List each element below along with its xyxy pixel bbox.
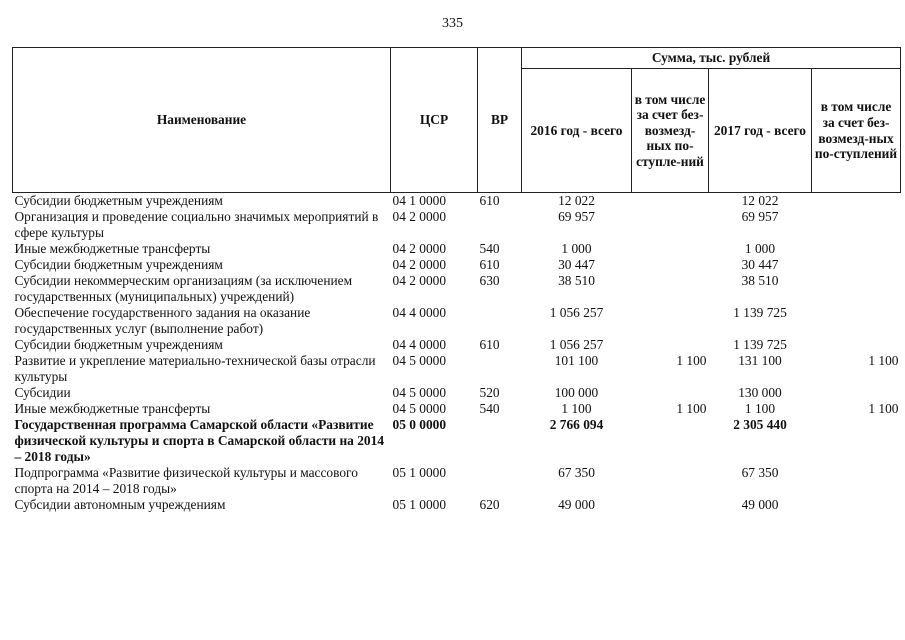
budget-table [12, 47, 901, 513]
cell-2017-total: 1 139 725 [733, 305, 787, 320]
cell-2017-free [812, 305, 901, 337]
cell-vr [478, 353, 522, 385]
cell-2016-total: 2 766 094 [549, 417, 604, 432]
cell-csr: 04 2 0000 [392, 257, 447, 272]
cell-2017-total: 30 447 [741, 257, 779, 272]
cell-2016-total: 69 957 [558, 209, 595, 224]
cell-2017-total: 131 100 [738, 353, 782, 368]
cell-csr: 04 5 0000 [392, 385, 447, 400]
cell-2017-free [812, 417, 901, 465]
cell-2017-free [812, 465, 901, 497]
table-row [13, 257, 901, 273]
cell-2016-total: 67 350 [558, 465, 595, 480]
header-vr: ВР [478, 48, 522, 193]
cell-2017-free [812, 209, 901, 241]
table-body [13, 193, 901, 514]
cell-2016-free [632, 257, 709, 273]
header-sum-group: Сумма, тыс. рублей [522, 48, 901, 69]
cell-2017-total: 69 957 [741, 209, 779, 224]
cell-name: Иные межбюджетные трансферты [14, 241, 211, 256]
cell-csr: 04 2 0000 [392, 241, 447, 256]
cell-name: Субсидии бюджетным учреждениям [14, 193, 223, 208]
cell-csr: 04 4 0000 [392, 305, 447, 320]
cell-2016-free [632, 417, 709, 465]
cell-2017-free [812, 241, 901, 257]
table-row [13, 241, 901, 257]
cell-csr: 05 1 0000 [392, 465, 447, 480]
cell-2016-free [632, 241, 709, 257]
table-row [13, 337, 901, 353]
cell-2017-total: 38 510 [741, 273, 779, 288]
cell-name: Субсидии бюджетным учреждениям [14, 337, 223, 352]
table-row [13, 401, 901, 417]
cell-vr: 610 [479, 257, 500, 272]
cell-2016-total: 38 510 [558, 273, 595, 288]
cell-2016-free [632, 193, 709, 210]
header-2016-total: 2016 год - всего [522, 69, 632, 193]
cell-name: Подпрограмма «Развитие физической культуры и массового спорта на 2014 – 2018 годы» [14, 465, 358, 496]
cell-2017-free [812, 337, 901, 353]
cell-vr [478, 209, 522, 241]
table-header [13, 48, 901, 193]
table-row [13, 465, 901, 497]
cell-2017-total: 67 350 [741, 465, 779, 480]
cell-vr: 540 [479, 401, 500, 416]
table-row [13, 417, 901, 465]
table-row [13, 353, 901, 385]
cell-csr: 04 5 0000 [392, 401, 447, 416]
cell-2017-free [812, 257, 901, 273]
cell-2016-free [632, 337, 709, 353]
cell-2016-free [632, 385, 709, 401]
cell-2017-total: 130 000 [738, 385, 782, 400]
cell-csr: 04 4 0000 [392, 337, 447, 352]
table-row [13, 193, 901, 210]
cell-2016-free: 1 100 [676, 401, 707, 416]
cell-vr: 630 [479, 273, 500, 288]
table-row [13, 305, 901, 337]
cell-2016-free [632, 305, 709, 337]
cell-2017-total: 12 022 [741, 193, 779, 208]
page-number: 335 [442, 16, 463, 31]
cell-2017-free [812, 385, 901, 401]
cell-csr: 04 5 0000 [392, 353, 447, 368]
cell-2016-free [632, 497, 709, 513]
cell-2017-free: 1 100 [868, 353, 899, 368]
header-2016-free: в том числе за счет без-возмезд-ных по-ступле-ний [632, 69, 709, 193]
cell-2016-total: 100 000 [554, 385, 599, 400]
header-2017-free: в том числе за счет без-возмезд-ных по-ступлений [812, 69, 901, 193]
cell-2017-total: 1 100 [744, 401, 776, 416]
cell-2017-total: 2 305 440 [733, 417, 787, 432]
cell-vr [478, 417, 522, 465]
cell-name: Субсидии [14, 385, 71, 400]
header-name: Наименование [13, 48, 391, 193]
cell-2016-total: 1 056 257 [549, 337, 604, 352]
cell-2016-total: 101 100 [554, 353, 599, 368]
cell-name: Субсидии бюджетным учреждениям [14, 257, 223, 272]
cell-2016-total: 1 000 [561, 241, 592, 256]
cell-2016-free [632, 465, 709, 497]
cell-2017-free: 1 100 [868, 401, 899, 416]
cell-2017-total: 1 000 [744, 241, 776, 256]
cell-name: Иные межбюджетные трансферты [14, 401, 211, 416]
table-row [13, 497, 901, 513]
cell-name: Субсидии автономным учреждениям [14, 497, 226, 512]
cell-2016-total: 12 022 [558, 193, 595, 208]
cell-vr: 540 [479, 241, 500, 256]
cell-csr: 04 2 0000 [392, 273, 447, 288]
cell-csr: 04 2 0000 [392, 209, 447, 224]
cell-csr: 05 0 0000 [392, 417, 447, 432]
cell-csr: 05 1 0000 [392, 497, 447, 512]
table-row [13, 209, 901, 241]
cell-name: Организация и проведение социально значимых мероприятий в сфере культуры [14, 209, 379, 240]
header-csr: ЦСР [391, 48, 478, 193]
cell-2017-total: 49 000 [741, 497, 779, 512]
cell-2016-total: 30 447 [558, 257, 595, 272]
cell-2017-free [812, 273, 901, 305]
cell-vr [478, 465, 522, 497]
table-row [13, 385, 901, 401]
cell-vr: 620 [479, 497, 500, 512]
cell-2017-total: 1 139 725 [733, 337, 787, 352]
cell-2016-total: 1 100 [561, 401, 592, 416]
cell-name: Развитие и укрепление материально-технической базы отрасли культуры [14, 353, 376, 384]
table-row [13, 273, 901, 305]
header-2017-total: 2017 год - всего [709, 69, 812, 193]
cell-vr: 520 [479, 385, 500, 400]
cell-2017-free [812, 497, 901, 513]
cell-2016-free [632, 209, 709, 241]
cell-2016-free [632, 273, 709, 305]
cell-2016-total: 49 000 [558, 497, 595, 512]
cell-csr: 04 1 0000 [392, 193, 447, 208]
cell-vr [478, 305, 522, 337]
cell-name: Обеспечение государственного задания на оказание государственных услуг (выполнение работ) [14, 305, 311, 336]
cell-2016-free: 1 100 [676, 353, 707, 368]
cell-vr: 610 [479, 337, 500, 352]
cell-name: Субсидии некоммерческим организациям (за исключением государственных (муниципальных) учреждений) [14, 273, 353, 304]
cell-vr: 610 [479, 193, 500, 208]
cell-name: Государственная программа Самарской области «Развитие физической культуры и спорта в Самарской области на 2014 – 2018 годы» [14, 417, 385, 464]
cell-2017-free [812, 193, 901, 210]
cell-2016-total: 1 056 257 [549, 305, 604, 320]
